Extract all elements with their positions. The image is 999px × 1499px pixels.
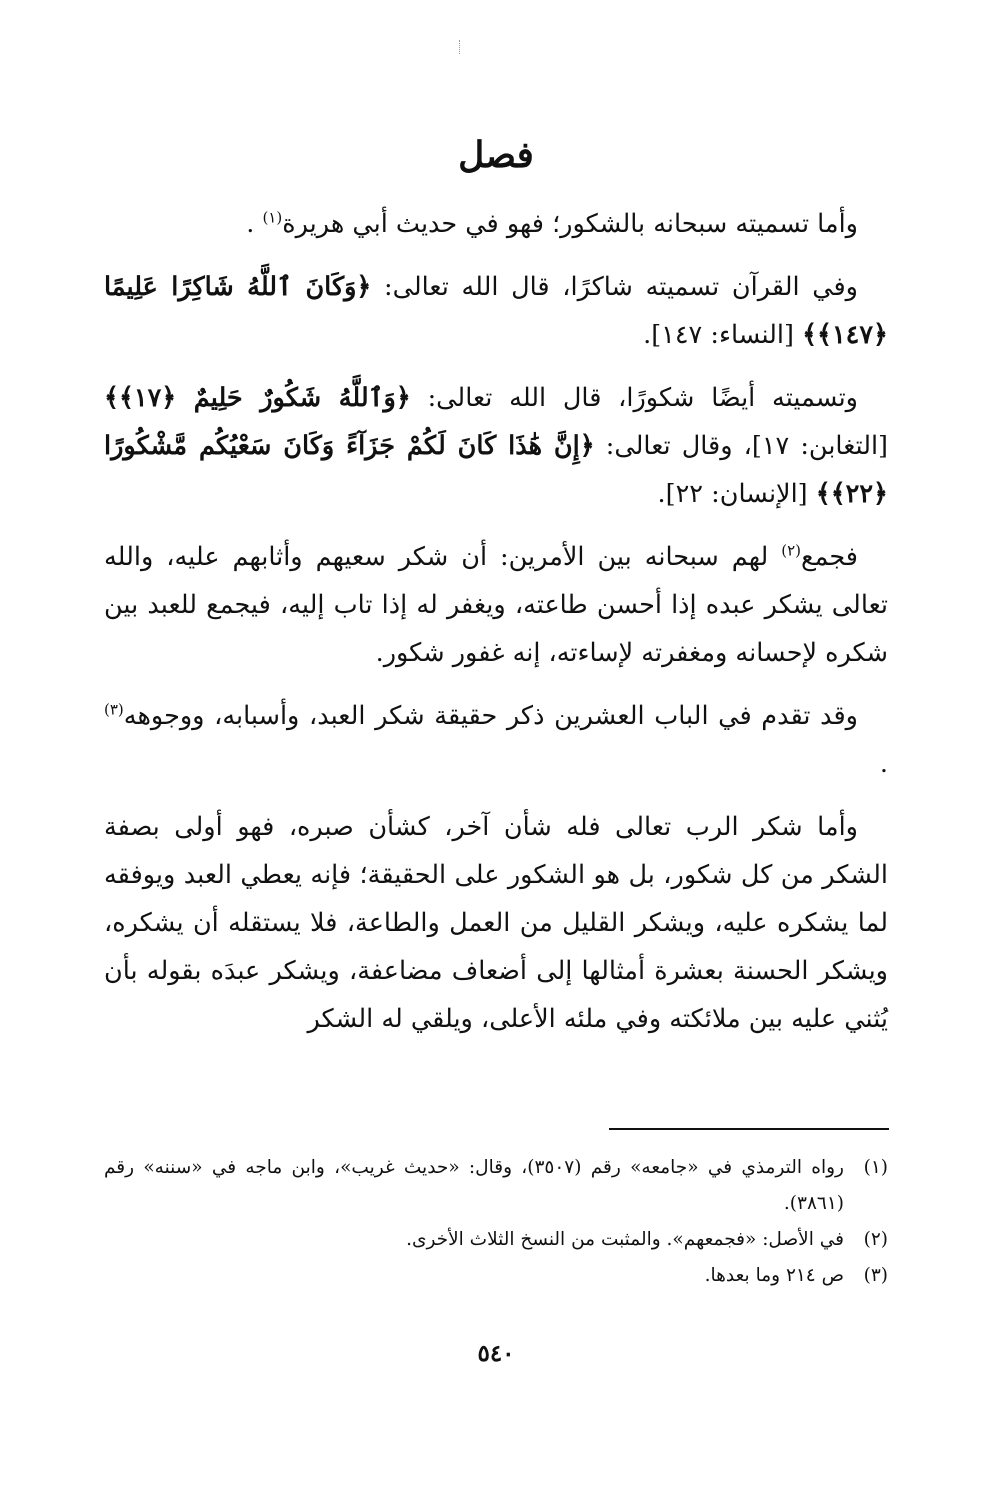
footnote-ref-3[interactable]: (٣): [104, 700, 124, 719]
paragraph-1: [104, 200, 888, 248]
p4-text: لهم سبحانه بين الأمرين: أن شكر سعيهم وأثابهم عليه، والله تعالى يشكر عبده إذا أحسن طاعته، ويغفر له إذا تاب إليه، فيجمع للعبد بين شكره لإحسانه ومغفرته لإساءته، إنه غفور شكور.: [104, 542, 888, 668]
book-page: [104, 0, 888, 1499]
footnote-number: (٣): [863, 1265, 888, 1286]
p5-tail: .: [879, 749, 888, 779]
p1-tail: .: [246, 209, 263, 239]
footnote-ref-1[interactable]: (١): [262, 208, 283, 227]
footnote-1: [104, 1150, 888, 1222]
paragraph-5: [104, 692, 888, 788]
paragraph-4: [104, 533, 888, 677]
p3-tail: [الإنسان: ٢٢].: [657, 479, 816, 509]
footnote-text: في الأصل: «فجمعهم». والمثبت من النسخ الثلاث الأخرى.: [406, 1229, 844, 1250]
quran-verse-nisa: ﴿وَكَانَ ٱللَّهُ شَاكِرًا عَلِيمًا ﴿١٤٧﴾﴾: [104, 272, 888, 350]
footnote-text: ص ٢١٤ وما بعدها.: [704, 1265, 844, 1286]
p6-text: وأما شكر الرب تعالى فله شأن آخر، كشأن صبره، فهو أولى بصفة الشكر من كل شكور، بل هو الشكور على الحقيقة؛ فإنه يعطي العبد ويوفقه لما يشكره عليه، ويشكر القليل من العمل والطاعة، فلا يستقله أن يشكره، ويشكر الحسنة بعشرة أمثالها إلى أضعاف مضاعفة، ويشكر عبدَه بقوله بأن يُثني عليه بين ملائكته وفي ملئه الأعلى، ويلقي له الشكر: [104, 812, 888, 1034]
p5-text: وقد تقدم في الباب العشرين ذكر حقيقة شكر العبد، وأسبابه، ووجوهه: [123, 701, 858, 731]
section-title: فصل: [458, 134, 534, 176]
footnotes: [104, 1150, 888, 1294]
footnote-number: (١): [863, 1157, 888, 1178]
binding-mark: [459, 40, 462, 54]
footnote-number: (٢): [863, 1229, 888, 1250]
p3-mid: [التغابن: ١٧]، وقال تعالى:: [594, 431, 889, 461]
p4-start: فجمع: [801, 542, 858, 572]
paragraph-3: [104, 374, 888, 518]
quran-verse-insan: ﴿إِنَّ هَٰذَا كَانَ لَكُمْ جَزَآءً وَكَانَ سَعْيُكُم مَّشْكُورًا ﴿٢٢﴾﴾: [104, 431, 888, 509]
footnote-3: [104, 1258, 888, 1294]
page-number: ٥٤٠: [477, 1340, 515, 1367]
p1-text: وأما تسميته سبحانه بالشكور؛ فهو في حديث أبي هريرة: [282, 209, 858, 239]
footnote-divider: [609, 1128, 889, 1130]
footnote-2: [104, 1222, 888, 1258]
quran-verse-taghabun: ﴿وَٱللَّهُ شَكُورٌ حَلِيمٌ ﴿١٧﴾﴾: [104, 383, 411, 413]
paragraph-6: [104, 803, 888, 1043]
p3-text: وتسميته أيضًا شكورًا، قال الله تعالى:: [410, 383, 858, 413]
p2-tail: [النساء: ١٤٧].: [643, 320, 803, 350]
paragraph-2: [104, 263, 888, 359]
main-text: [104, 200, 888, 1058]
p2-text: وفي القرآن تسميته شاكرًا، قال الله تعالى:: [371, 272, 858, 302]
footnote-ref-2[interactable]: (٢): [781, 541, 802, 560]
footnote-text: رواه الترمذي في «جامعه» رقم (٣٥٠٧)، وقال: «حديث غريب»، وابن ماجه في «سننه» رقم (٣٨٦١).: [104, 1157, 844, 1214]
